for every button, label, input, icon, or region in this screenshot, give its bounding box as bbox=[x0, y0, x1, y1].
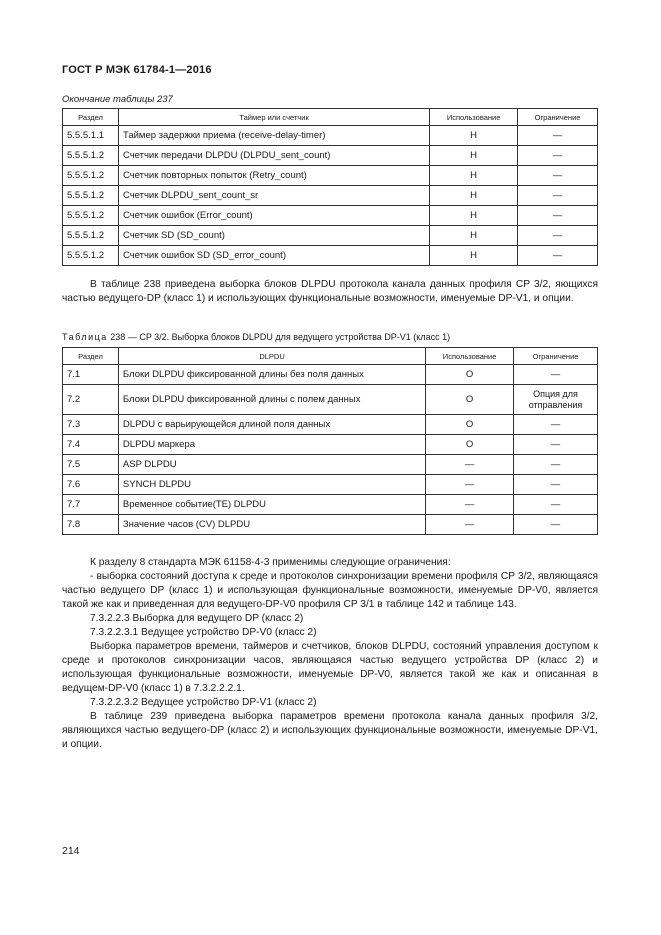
header-cell: Ограничение bbox=[514, 348, 598, 365]
dlpdu-cell: SYNCH DLPDU bbox=[118, 475, 425, 495]
section-cell: 7.8 bbox=[63, 515, 119, 535]
usage-cell: — bbox=[426, 455, 514, 475]
table-row bbox=[63, 455, 598, 475]
restriction-cell: — bbox=[514, 365, 598, 385]
section-cell: 7.5 bbox=[63, 455, 119, 475]
table-row bbox=[63, 186, 598, 206]
name-cell: Счетчик DLPDU_sent_count_sr bbox=[118, 186, 429, 206]
usage-cell: Н bbox=[430, 186, 518, 206]
name-cell: Счетчик SD (SD_count) bbox=[118, 226, 429, 246]
table-row bbox=[63, 146, 598, 166]
table-row bbox=[63, 206, 598, 226]
usage-cell: — bbox=[426, 475, 514, 495]
restriction-cell: — bbox=[514, 515, 598, 535]
section-cell: 5.5.5.1.2 bbox=[63, 206, 119, 226]
usage-cell: Н bbox=[430, 226, 518, 246]
table-row bbox=[63, 495, 598, 515]
header-cell: DLPDU bbox=[118, 348, 425, 365]
restriction-cell: Опция для отправления bbox=[514, 385, 598, 415]
section-cell: 7.2 bbox=[63, 385, 119, 415]
subsection-heading: 7.3.2.2.3.2 Ведущее устройство DP-V1 (класс 2) bbox=[90, 697, 317, 708]
caption-text: 238 — CP 3/2. Выборка блоков DLPDU для ведущего устройства DP-V1 (класс 1) bbox=[107, 332, 451, 342]
restriction-cell: — bbox=[518, 226, 598, 246]
header-cell: Раздел bbox=[63, 109, 119, 126]
table-row bbox=[63, 385, 598, 415]
section-cell: 5.5.5.1.2 bbox=[63, 146, 119, 166]
name-cell: Счетчик передачи DLPDU (DLPDU_sent_count) bbox=[118, 146, 429, 166]
dlpdu-cell: ASP DLPDU bbox=[118, 455, 425, 475]
header-cell: Раздел bbox=[63, 348, 119, 365]
dlpdu-cell: Временное событие(TE) DLPDU bbox=[118, 495, 425, 515]
header-cell: Таймер или счетчик bbox=[118, 109, 429, 126]
usage-cell: О bbox=[426, 365, 514, 385]
restriction-cell: — bbox=[518, 126, 598, 146]
section-cell: 7.7 bbox=[63, 495, 119, 515]
usage-cell: — bbox=[426, 495, 514, 515]
section-cell: 5.5.5.1.1 bbox=[63, 126, 119, 146]
section-cell: 7.1 bbox=[63, 365, 119, 385]
dlpdu-cell: Блоки DLPDU фиксированной длины без поля данных bbox=[118, 365, 425, 385]
table-238 bbox=[62, 347, 598, 535]
section-cell: 5.5.5.1.2 bbox=[63, 166, 119, 186]
restriction-cell: — bbox=[514, 435, 598, 455]
table-row bbox=[63, 166, 598, 186]
table-row bbox=[63, 475, 598, 495]
dlpdu-cell: Блоки DLPDU фиксированной длины с полем данных bbox=[118, 385, 425, 415]
table-row bbox=[63, 435, 598, 455]
usage-cell: Н bbox=[430, 206, 518, 226]
header-cell: Ограничение bbox=[518, 109, 598, 126]
section-cell: 7.4 bbox=[63, 435, 119, 455]
table-row bbox=[63, 226, 598, 246]
subsection-heading: 7.3.2.2.3.1 Ведущее устройство DP-V0 (класс 2) bbox=[90, 627, 317, 638]
paragraph-table-238-intro bbox=[62, 278, 598, 306]
dlpdu-cell: DLPDU маркера bbox=[118, 435, 425, 455]
restriction-cell: — bbox=[514, 455, 598, 475]
document-header: ГОСТ Р МЭК 61784-1—2016 bbox=[62, 64, 212, 76]
usage-cell: Н bbox=[430, 146, 518, 166]
usage-cell: Н bbox=[430, 166, 518, 186]
section-cell: 5.5.5.1.2 bbox=[63, 226, 119, 246]
name-cell: Таймер задержки приема (receive-delay-timer) bbox=[118, 126, 429, 146]
usage-cell: Н bbox=[430, 126, 518, 146]
header-cell: Использование bbox=[430, 109, 518, 126]
section-cell: 5.5.5.1.2 bbox=[63, 186, 119, 206]
restriction-cell: — bbox=[518, 206, 598, 226]
restriction-cell: — bbox=[518, 186, 598, 206]
header-cell: Использование bbox=[426, 348, 514, 365]
usage-cell: О bbox=[426, 435, 514, 455]
name-cell: Счетчик повторных попыток (Retry_count) bbox=[118, 166, 429, 186]
body-text: Выборка параметров времени, таймеров и счетчиков, блоков DLPDU, состояний управления доступом к среде и протоколов синхронизации часов, являющаяся частью ведущего устройства DP (класс 2) и использующая функциональные возможности, именуемые DP-V0, является такой же как и описанная в ведущем-DP-V0 (класс 1) в 7.3.2.2.2.1. bbox=[62, 641, 598, 694]
table-header-row bbox=[63, 348, 598, 365]
body-text: В таблице 238 приведена выборка блоков DLPDU протокола канала данных профиля CP 3/2, яющихся частью ведущего-DP (класс 1) и использующих функциональные возможности, именуемые DP-V1, и опции. bbox=[62, 279, 598, 304]
table-row bbox=[63, 515, 598, 535]
name-cell: Счетчик ошибок (Error_count) bbox=[118, 206, 429, 226]
dlpdu-cell: Значение часов (CV) DLPDU bbox=[118, 515, 425, 535]
body-text: В таблице 239 приведена выборка параметров времени протокола канала данных профиля 3/2, являющихся частью ведущего-DP (класс 2) и использующих функциональные возможности, именуемые DP-V1, и опции. bbox=[62, 711, 598, 750]
usage-cell: — bbox=[426, 515, 514, 535]
table-237 bbox=[62, 108, 598, 266]
section-cell: 7.6 bbox=[63, 475, 119, 495]
usage-cell: О bbox=[426, 385, 514, 415]
table-row bbox=[63, 246, 598, 266]
section-cell: 5.5.5.1.2 bbox=[63, 246, 119, 266]
table-237-caption: Окончание таблицы 237 bbox=[62, 94, 173, 105]
restriction-cell: — bbox=[518, 146, 598, 166]
table-row bbox=[63, 415, 598, 435]
restriction-cell: — bbox=[514, 475, 598, 495]
table-header-row bbox=[63, 109, 598, 126]
dlpdu-cell: DLPDU с варьирующейся длиной поля данных bbox=[118, 415, 425, 435]
restriction-cell: — bbox=[514, 495, 598, 515]
restriction-cell: — bbox=[518, 166, 598, 186]
restriction-cell: — bbox=[518, 246, 598, 266]
table-row bbox=[63, 126, 598, 146]
usage-cell: О bbox=[426, 415, 514, 435]
body-text: - выборка состояний доступа к среде и протоколов синхронизации времени профиля CP 3/2, являющаяся частью ведущего DP (класс 1) и использующая функциональные возможности, именуемые DP-V0, является такой же как и приведенная для ведущего-DP-V0 профиля CP 3/1 в таблице 142 и таблице 143. bbox=[62, 571, 598, 610]
caption-label: Таблица bbox=[62, 332, 108, 342]
table-row bbox=[63, 365, 598, 385]
restriction-cell: — bbox=[514, 415, 598, 435]
subsection-heading: 7.3.2.2.3 Выборка для ведущего DP (класс 2) bbox=[90, 613, 304, 624]
name-cell: Счетчик ошибок SD (SD_error_count) bbox=[118, 246, 429, 266]
body-section bbox=[62, 556, 598, 752]
section-cell: 7.3 bbox=[63, 415, 119, 435]
usage-cell: Н bbox=[430, 246, 518, 266]
page-number: 214 bbox=[62, 845, 80, 857]
table-238-caption bbox=[62, 332, 450, 342]
body-text: К разделу 8 стандарта МЭК 61158-4-3 применимы следующие ограничения: bbox=[90, 557, 451, 568]
